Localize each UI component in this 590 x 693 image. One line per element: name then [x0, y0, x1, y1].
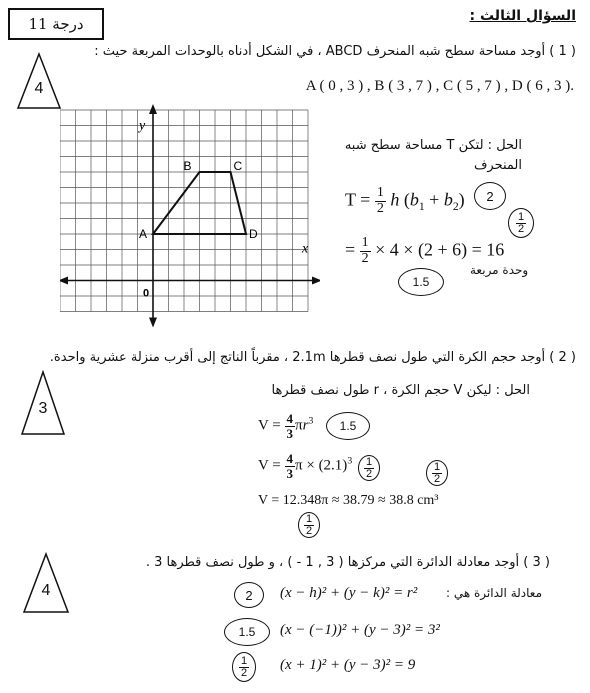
q2-points-triangle — [20, 370, 66, 436]
q2-line3: V = 12.348π ≈ 38.79 ≈ 38.8 cm³ — [258, 493, 439, 508]
q2-line2: V = $\frac{4}{3}$ $\pi \times (2.1)^3$ — [258, 451, 353, 481]
vertex-label-c: C — [233, 159, 243, 173]
grade-box — [8, 8, 104, 40]
q3-eq3: (x + 1)² + (y − 3)² = 9 — [280, 657, 416, 673]
q3-eq-label: معادلة الدائرة هي : — [446, 586, 542, 600]
q1-mark-2: 2 — [474, 182, 506, 210]
q2-text: ( 2 ) أوجد حجم الكرة التي طول نصف قطرها 2.1m ، مقرباً الناتج إلى أقرب منزلة عشرية واحدة. — [49, 350, 576, 365]
q1-unit: وحدة مربعة — [470, 263, 529, 277]
q3-mark-2: 2 — [234, 582, 264, 608]
q1-mark-1-5: 1.5 — [398, 268, 444, 296]
x-axis-arrow-left — [60, 277, 68, 285]
q1-solution-line2: المنحرف — [473, 158, 522, 173]
y-axis-arrow-down — [149, 318, 157, 328]
q1-points-triangle — [16, 52, 62, 110]
vertex-label-b: B — [183, 159, 192, 173]
y-axis-label: y — [139, 118, 146, 134]
x-axis-arrow-right — [312, 277, 320, 285]
x-axis-label: x — [302, 241, 309, 257]
q1-coords: A ( 0 , 3 ) , B ( 3 , 7 ) , C ( 5 , 7 ) , D ( 6 , 3 ). — [305, 78, 574, 94]
q1-calc: = $\frac{1}{2}$ × 4 × (2 + 6) = 16 — [345, 235, 505, 266]
y-axis-arrow-up — [149, 104, 157, 114]
q2-mark-half-c: $\frac{1}{2}$ — [298, 512, 320, 538]
section-title: السؤال الثالث : — [469, 8, 576, 24]
origin-label: 0 — [143, 287, 150, 300]
q1-points: 4 — [34, 80, 44, 97]
q3-eq2: (x − (−1))² + (y − 3)² = 3² — [280, 622, 440, 638]
q2-solution: الحل : ليكن V حجم الكرة ، r طول نصف قطرها — [271, 383, 530, 398]
q3-points-triangle — [22, 552, 70, 614]
q2-mark-half-a: $\frac{1}{2}$ — [358, 455, 380, 481]
q1-formula: T = $\frac{1}{2}$ h $(b_1 + b_2)$ — [345, 185, 465, 216]
q1-graph — [60, 100, 320, 330]
q3-mark-half: $\frac{1}{2}$ — [232, 652, 256, 682]
q2-line1: V = $\frac{4}{3}$ $\pi r^3$ — [258, 411, 314, 441]
q3-text: ( 3 ) أوجد معادلة الدائرة التي مركزها ( 3 , 1 - ) ، و طول نصف قطرها 3 . — [145, 555, 550, 570]
q1-solution-line1: الحل : لتكن T مساحة سطح شبه — [344, 138, 522, 153]
q2-points: 3 — [38, 400, 48, 417]
q3-mark-1-5: 1.5 — [224, 618, 270, 646]
vertex-label-d: D — [249, 227, 258, 241]
q3-eq1: (x − h)² + (y − k)² = r² — [280, 585, 418, 601]
vertex-label-a: A — [139, 227, 148, 241]
q2-mark-half-b: $\frac{1}{2}$ — [426, 460, 448, 486]
q3-points: 4 — [41, 582, 51, 599]
grade-text: 11 درجة — [28, 15, 84, 33]
q1-mark-half: $\frac{1}{2}$ — [508, 208, 534, 238]
q2-mark-1-5: 1.5 — [326, 412, 370, 440]
q1-text: ( 1 ) أوجد مساحة سطح شبه المنحرف ABCD ، في الشكل أدناه بالوحدات المربعة حيث : — [94, 44, 576, 59]
